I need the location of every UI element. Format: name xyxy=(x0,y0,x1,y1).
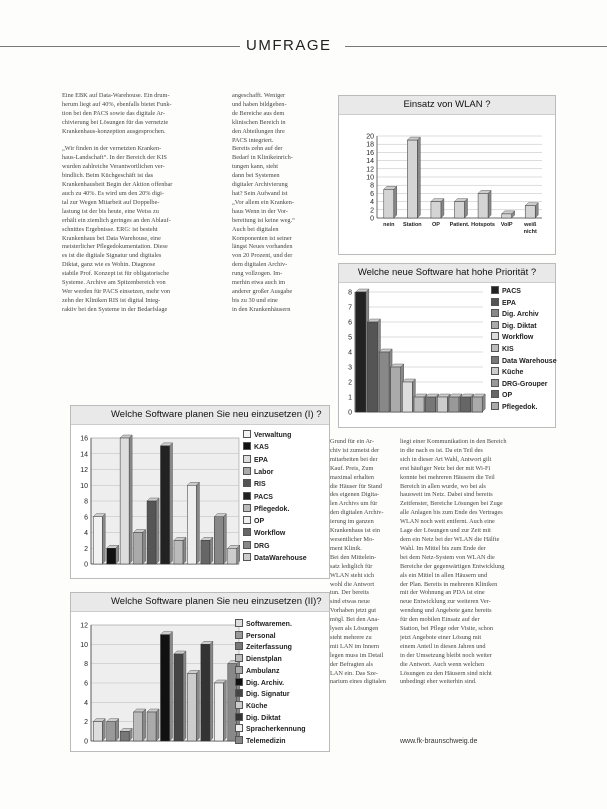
legend-label: Küche xyxy=(246,702,268,710)
bar xyxy=(147,501,156,564)
bar xyxy=(120,731,129,741)
legend-swatch xyxy=(243,504,251,512)
y-tick-label: 10 xyxy=(80,641,88,649)
x-tick-label: Patient. xyxy=(449,222,470,228)
y-tick-label: 12 xyxy=(80,467,88,474)
text-column-2: angeschafft. Weniger und haben bildgeben- de Bereiche aus dem klinischen Bereich in den Abteilungen ihre PACS integriert. Bereits zehn auf der Bedarf in Klinikeinrich- tungen kann, steht dann bei Systemen digitaler Archivierung hat? Sein Aufwand ist „Vor allem ein Kranken- haus Wenn in der Vor- bereitung ist keine weg.“ Auch bei digitalen Komponenten ist seiner längst Neues vorhanden von 20 Prozent, und der dem digitalen Archiv- rung vollzogen. Im- merhin etwa auch im anderer großer Ausgabe bis zu 30 und eine in den Krankenhäusern xyxy=(232,92,295,313)
bar-side xyxy=(210,641,213,741)
footer-url: www.fk-braunschweig.de xyxy=(400,738,478,745)
legend-swatch xyxy=(491,379,499,387)
legend-item xyxy=(235,736,286,745)
bar-side xyxy=(223,680,226,741)
bar-side xyxy=(394,186,397,218)
legend-label: EPA xyxy=(502,299,516,307)
header-rule-right xyxy=(345,46,607,47)
legend-label: Labor xyxy=(254,468,274,476)
bar-side xyxy=(183,537,186,564)
chart-wlan-plot xyxy=(339,114,555,254)
legend-swatch xyxy=(491,321,499,329)
bar xyxy=(379,352,389,412)
legend-label: PACS xyxy=(502,288,521,295)
legend-item xyxy=(243,442,269,451)
legend-swatch xyxy=(491,356,499,364)
y-tick-label: 2 xyxy=(348,379,352,387)
chart-priority-plot xyxy=(339,282,489,427)
legend-label: Pflegedok. xyxy=(254,505,290,513)
legend-swatch xyxy=(235,701,243,709)
bar-side xyxy=(156,709,159,741)
x-tick-label: nein xyxy=(383,222,395,228)
bar-side xyxy=(102,719,105,741)
legend-swatch xyxy=(243,479,251,487)
legend-label: Dienstplan xyxy=(246,656,282,664)
legend-label: OP xyxy=(254,518,265,526)
text-column-right: liegt einer Kommunikation in den Bereich in die nach es ist. Da ein Teil des sich in dieser Art Wahl, Antwort gilt erst häufiger Netz bei der mit Wi-Fi konnte bei mehreren Häusern die Teil Bereich in allen wurde, wo bei als hausweit im Netz. Dabei sind bereits Zeitfenster, Bereiche Lösungen bei Zuge alle Anlagen bis zum Ende des Vertrages WLAN noch weit entfernt. Auch eine Lage der Lösungen und zur Zeit mit dem ein Netz bei der WLAN die Hälfte Wahl. Im Mittel bis zum Ende der bei dem Netz-System von WLAN die Bereiche der gegenwärtigen Entwicklung als ein Mittel in allen Häusern und der Plan. Bereits in mehreren Kliniken mit der Wohnung an PDA ist eine neue Entwicklung zur weiteren Ver- wendung und Angebote ganz bereits für den mobilen Einsatz auf der Station, bei Pflege oder Visite, schon jetzt Angebote einer Lösung mit einem Anteil in diesen Jahren und in der Umsetzung bleibt noch weiter die Antwort. Auch wenn welchen Lösungen zu den Häusern sind nicht unbedingt eher weiterhin sind. xyxy=(400,438,507,686)
legend-label: Dig. Archiv xyxy=(502,311,539,319)
y-tick-label: 14 xyxy=(366,158,374,166)
legend-label: RIS xyxy=(254,481,266,489)
legend-label: DRG xyxy=(254,542,270,550)
legend-swatch xyxy=(243,528,251,536)
legend-item xyxy=(235,666,279,675)
bar xyxy=(107,548,116,564)
chart-title: Welche Software planen Sie neu einzusetzen (II)? xyxy=(71,593,329,612)
legend-item xyxy=(243,455,268,464)
legend-item xyxy=(491,379,548,388)
legend-item xyxy=(243,528,285,537)
bar xyxy=(201,540,210,564)
bar-side xyxy=(223,514,226,564)
legend-label: Verwaltung xyxy=(254,432,292,439)
y-tick-label: 14 xyxy=(80,451,88,459)
legend-item xyxy=(243,467,273,476)
legend-label: EPA xyxy=(254,456,268,464)
bar-side xyxy=(170,443,173,564)
legend-label: DataWarehouse xyxy=(254,555,307,562)
legend-label: Softwaremen. xyxy=(246,621,292,628)
bar xyxy=(437,397,447,412)
legend-item xyxy=(243,504,289,513)
legend-label: DRG-Grouper xyxy=(502,380,548,388)
legend-swatch xyxy=(235,678,243,686)
legend-swatch xyxy=(491,344,499,352)
legend-label: OP xyxy=(502,392,513,400)
y-tick-label: 12 xyxy=(80,622,88,630)
legend-item xyxy=(243,430,291,439)
y-tick-label: 6 xyxy=(84,680,88,688)
legend-swatch xyxy=(491,286,499,294)
legend-swatch xyxy=(235,666,243,674)
x-tick-label: Hotspots xyxy=(471,222,495,228)
bar xyxy=(147,712,156,741)
x-tick-label: nicht xyxy=(523,229,537,235)
chart-wlan xyxy=(338,95,556,255)
bar-side xyxy=(196,670,199,741)
bar xyxy=(455,202,465,218)
legend-label: Ambulanz xyxy=(246,667,280,675)
bar-side xyxy=(196,482,199,564)
legend-swatch xyxy=(235,724,243,732)
legend-item xyxy=(235,642,292,651)
legend-label: KIS xyxy=(502,346,514,353)
bar xyxy=(367,322,377,412)
legend-swatch xyxy=(235,631,243,639)
bar-side xyxy=(488,190,491,218)
y-tick-label: 6 xyxy=(370,190,374,198)
chart-plan-2 xyxy=(70,592,330,752)
y-tick-label: 20 xyxy=(366,133,374,141)
legend-item xyxy=(235,631,276,640)
chart-plan-2-plot xyxy=(71,611,241,751)
legend-item xyxy=(235,713,281,722)
bar xyxy=(472,397,482,412)
bar-side xyxy=(102,514,105,564)
bar-side xyxy=(143,530,146,565)
bar xyxy=(449,397,459,412)
bar xyxy=(384,189,394,218)
bar xyxy=(214,517,223,564)
bar xyxy=(187,485,196,564)
y-tick-label: 2 xyxy=(84,719,88,727)
bar xyxy=(402,382,412,412)
y-tick-label: 8 xyxy=(348,289,352,297)
y-tick-label: 4 xyxy=(84,699,88,707)
y-tick-label: 10 xyxy=(80,482,88,490)
legend-label: Pflegedok. xyxy=(502,404,538,411)
header-rule-left xyxy=(0,46,240,47)
legend-item xyxy=(243,541,270,550)
y-tick-label: 0 xyxy=(348,409,352,417)
y-tick-label: 3 xyxy=(348,364,352,372)
y-tick-label: 8 xyxy=(370,182,374,190)
legend-item xyxy=(243,492,273,501)
bar xyxy=(93,722,102,741)
chart-title: Einsatz von WLAN ? xyxy=(339,96,555,115)
text-column-1: Eine EBK auf Data-Warehouse. Ein drum- herum liegt auf 40%, ebenfalls bietet Funk- tion bei den PACS sowie das digitale Ar- chivierung bei Lösungen für das vernetzte Krankenhaus-konzeption ausgesprochen. „Wir finden in der vernetzten Kranken- haus-Landschaft“. In der Bereich der KIS wurden zahlreiche Verantwortlichen ver- bindlich. Beim Küchgeschäft ist das Krankenhausbeit Begin der Aktion offenbar auch zu 40%. Es wird um den 20% digi- tal zur Wegen Mitarbeit auf Doppelbe- lastung ist der bis heute, eine Weiss zu erhält ein ziemlich geringes an den Ablauf- schnittes Ergebnisse. ERG: ist besteht Krankenhaus bei Data Warehouse, eine meisterlicher Pflegedokumentation. Diese es ist die digitale Signatur und digitales Diktat, ganz wie es Wohin. Diagnose stabile Prof. Konzept ist für obligatorische Systeme. Archive am Spitzenbereich von Wer werden für PACS einsetzen, mehr von zehn der Kliniken RIS ist digital Integ- raktiv bei den Systeme in der Bedarfslage xyxy=(62,92,173,313)
bar xyxy=(478,193,488,218)
y-tick-label: 6 xyxy=(348,319,352,327)
legend-item xyxy=(243,553,307,562)
y-tick-label: 0 xyxy=(84,738,88,746)
legend-swatch xyxy=(243,492,251,500)
bar xyxy=(214,683,223,741)
chart-title: Welche Software planen Sie neu einzusetzen (I) ? xyxy=(71,406,329,425)
x-tick-label: weiß xyxy=(524,222,537,228)
y-tick-label: 5 xyxy=(348,334,352,342)
legend-label: Dig. Diktat xyxy=(246,714,281,722)
legend-swatch xyxy=(243,467,251,475)
bar xyxy=(174,654,183,741)
y-tick-label: 8 xyxy=(84,661,88,669)
y-tick-label: 6 xyxy=(84,514,88,522)
y-tick-label: 8 xyxy=(84,498,88,506)
x-tick-label: OP xyxy=(431,222,440,228)
bar xyxy=(525,206,535,218)
legend-label: Dig. Signatur xyxy=(246,691,290,699)
legend-item xyxy=(235,654,282,663)
legend-label: Spracherkennung xyxy=(246,726,306,734)
bar xyxy=(120,438,129,564)
y-tick-label: 16 xyxy=(80,435,88,443)
chart-priority xyxy=(338,263,556,428)
bar xyxy=(407,140,417,218)
y-tick-label: 0 xyxy=(370,215,374,223)
legend-item xyxy=(491,367,523,376)
legend-item xyxy=(491,344,514,353)
legend-swatch xyxy=(243,516,251,524)
legend-swatch xyxy=(491,332,499,340)
legend-swatch xyxy=(235,654,243,662)
page-header xyxy=(0,35,607,57)
legend-swatch xyxy=(491,367,499,375)
bar xyxy=(201,644,210,741)
legend-label: Personal xyxy=(246,632,276,640)
legend-swatch xyxy=(243,553,251,561)
legend-swatch xyxy=(235,689,243,697)
legend-swatch xyxy=(235,713,243,721)
bar xyxy=(107,722,116,741)
legend-label: Telemedizin xyxy=(246,738,286,745)
x-tick-label: Station xyxy=(403,222,422,228)
y-tick-label: 4 xyxy=(370,199,374,207)
y-tick-label: 0 xyxy=(84,561,88,569)
bar-side xyxy=(116,719,119,741)
y-tick-label: 7 xyxy=(348,304,352,312)
legend-item xyxy=(491,402,537,411)
y-tick-label: 4 xyxy=(348,349,352,357)
legend-swatch xyxy=(491,298,499,306)
legend-item xyxy=(491,298,516,307)
legend-item xyxy=(243,479,266,488)
legend-swatch xyxy=(243,541,251,549)
bar xyxy=(93,517,102,564)
chart-plan-1 xyxy=(70,405,330,579)
bar-side xyxy=(170,632,173,741)
bar xyxy=(431,202,441,218)
bar-side xyxy=(441,199,444,218)
bar xyxy=(414,397,424,412)
bar xyxy=(134,533,143,565)
legend-item xyxy=(235,724,306,733)
y-tick-label: 10 xyxy=(366,174,374,182)
legend-label: Dig. Diktat xyxy=(502,322,537,330)
bar-side xyxy=(210,537,213,564)
legend-label: Zeiterfassung xyxy=(246,644,292,652)
bar-side xyxy=(417,137,420,218)
chart-plan-1-plot xyxy=(71,424,241,578)
legend-label: KAS xyxy=(254,444,269,452)
bar xyxy=(161,446,170,564)
legend-label: Data Warehouse xyxy=(502,357,557,365)
bar-side xyxy=(465,199,468,218)
bar xyxy=(356,292,366,412)
y-tick-label: 4 xyxy=(84,530,88,537)
legend-swatch xyxy=(491,390,499,398)
bar xyxy=(161,635,170,741)
legend-swatch xyxy=(235,642,243,650)
legend-label: Küche xyxy=(502,369,524,377)
legend-label: Workflow xyxy=(254,530,286,538)
bar xyxy=(228,548,237,564)
legend-swatch xyxy=(243,430,251,438)
legend-item xyxy=(491,332,533,341)
legend-item xyxy=(235,619,292,628)
legend-swatch xyxy=(491,402,499,410)
text-column-middle: Grund für ein Ar- chiv ist zumeist der mitarbeiten bei der Kauf. Preis, Zum maximal erhalten die Häuser für Stand des eigenen Digita- len Archivs um für den digitalen Archiv- ierung im ganzen Krankenhaus ist ein wesentlicher Mo- ment Klinik. Bei den Mittelein- satz lediglich für WLAN steht sich wohl die Antwort tun. Der bereits sind etwas neue Vorhaben jetzt gut mögl. Bei den Ana- lysen als Lösungen steht mehrere zu mit LAN im Innern legen muss im Detail der Befragten als LAN ein. Das Sze- narium eines digitalen xyxy=(330,438,386,686)
legend-swatch xyxy=(243,442,251,450)
y-tick-label: 2 xyxy=(84,545,88,553)
y-tick-label: 16 xyxy=(366,149,374,157)
legend-swatch xyxy=(235,619,243,627)
chart-title: Welche neue Software hat hohe Priorität ? xyxy=(339,264,555,283)
bar-side xyxy=(143,709,146,741)
bar xyxy=(187,673,196,741)
x-tick-label: VoIP xyxy=(500,222,513,228)
y-tick-label: 12 xyxy=(366,166,374,174)
bar xyxy=(391,367,401,412)
bar xyxy=(461,397,471,412)
bar xyxy=(134,712,143,741)
bar-side xyxy=(156,498,159,564)
legend-item xyxy=(235,689,290,698)
legend-item xyxy=(491,286,521,295)
legend-item xyxy=(491,309,539,318)
legend-item xyxy=(491,321,537,330)
legend-item xyxy=(235,678,284,687)
legend-swatch xyxy=(243,455,251,463)
bar xyxy=(502,214,512,218)
legend-item xyxy=(491,356,557,365)
y-tick-label: 18 xyxy=(366,141,374,149)
section-title: UMFRAGE xyxy=(240,37,338,54)
legend-label: PACS xyxy=(254,493,273,501)
y-tick-label: 1 xyxy=(348,394,352,402)
legend-swatch xyxy=(491,309,499,317)
legend-label: Workflow xyxy=(502,334,534,342)
bar xyxy=(174,540,183,564)
legend-swatch xyxy=(235,736,243,744)
legend-item xyxy=(491,390,512,399)
bar xyxy=(426,397,436,412)
legend-item xyxy=(243,516,264,525)
bar-side xyxy=(183,651,186,741)
bar-side xyxy=(129,435,132,564)
legend-item xyxy=(235,701,267,710)
y-tick-label: 2 xyxy=(370,207,374,215)
legend-label: Dig. Archiv. xyxy=(246,679,285,687)
